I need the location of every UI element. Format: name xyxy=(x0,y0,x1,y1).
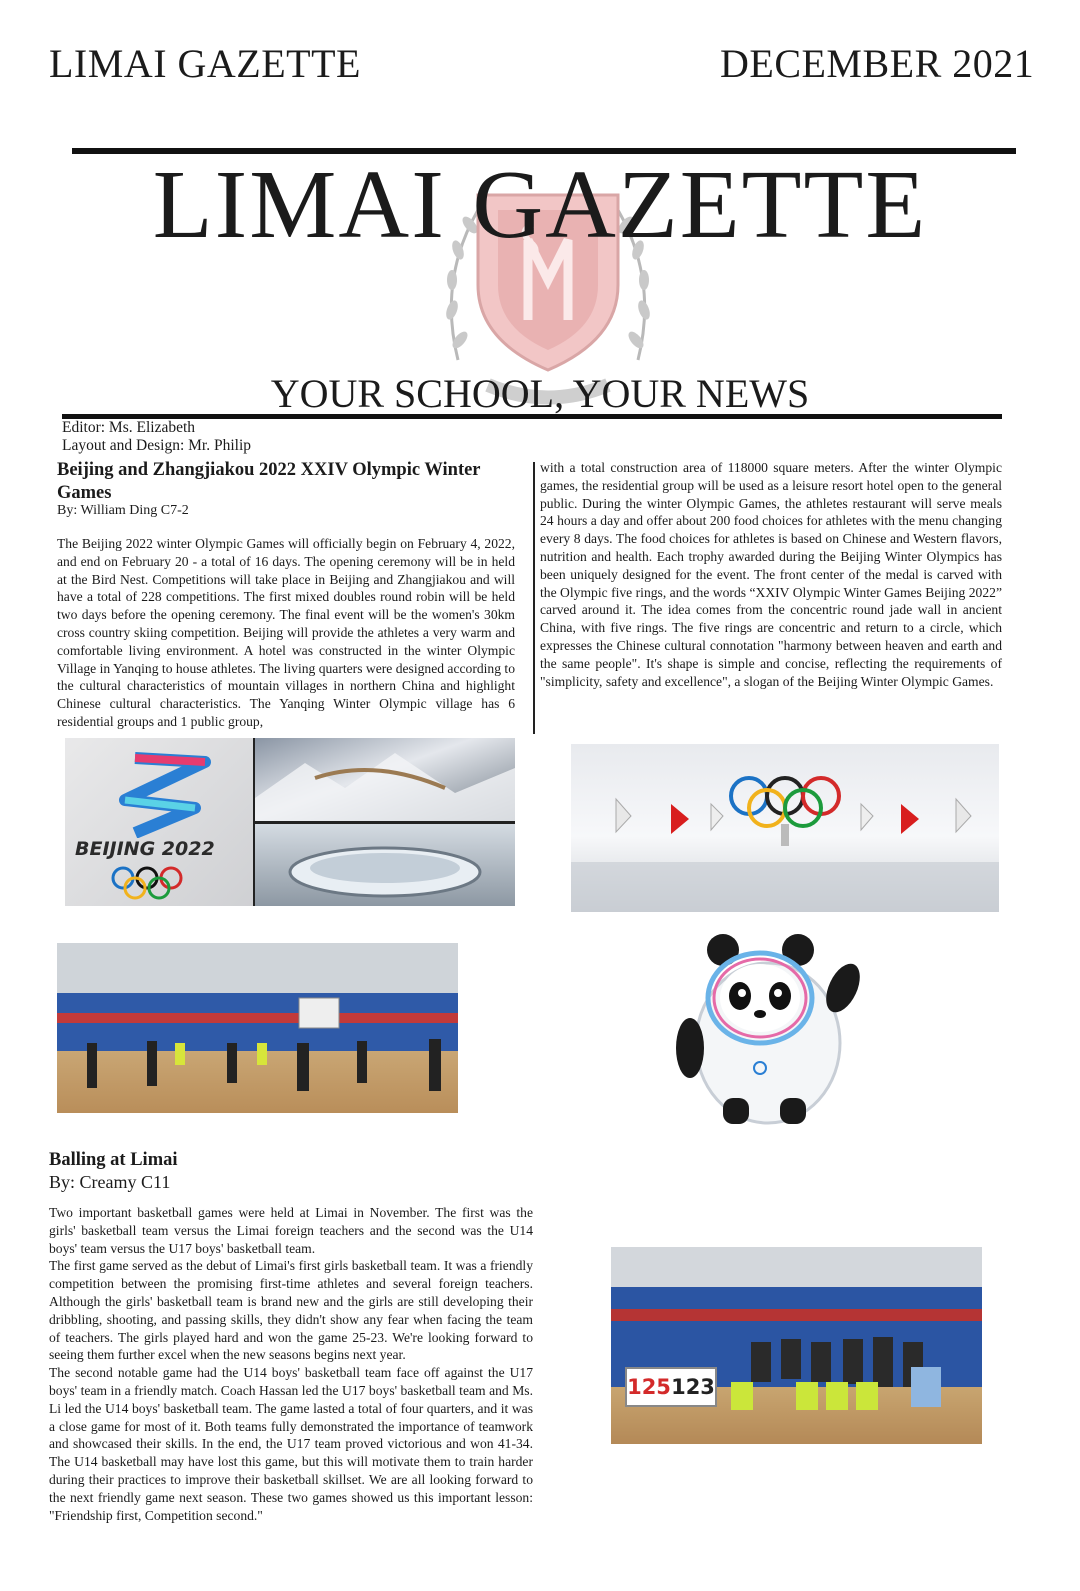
scoreboard-left-score: 125 xyxy=(627,1375,671,1399)
article-2-headline: Balling at Limai xyxy=(49,1150,178,1170)
article-2-byline: By: Creamy C11 xyxy=(49,1172,171,1192)
beijing-2022-collage-photo xyxy=(65,738,515,906)
panda-mascot-image xyxy=(668,928,868,1128)
team-members-graphic xyxy=(611,1247,982,1444)
header-date: DECEMBER 2021 xyxy=(720,41,1035,86)
layout-credit: Layout and Design: Mr. Philip xyxy=(62,437,252,454)
header-title: LIMAI GAZETTE xyxy=(49,41,361,86)
masthead-title: LIMAI GAZETTE xyxy=(152,151,928,259)
article-body-column-1: The Beijing 2022 winter Olympic Games will officially begin on February 4, 2022, and end on February 20 - a total of 16 days. The opening ceremony will be in held at the Bird Nest. Competitions will take place in Beijing and Zhangjiakou and will have a total of 228 competitions. The first mixed doubles round robin will be held two days before the opening ceremony. The final event will be the women's 30km cross country skiing competition. Beijing will provide the athletes a very warm and comfortable living environment. A hotel was constructed in the winter Olympic Village in Yanqing to house athletes. The living quarters were designed according to the cultural characteristics of mountain villages in northern China and highlight Chinese cultural characteristics. The Yanqing Winter Olympic village has 6 residential groups and 1 public group, xyxy=(57,536,515,729)
stadium-graphic xyxy=(255,824,515,906)
olympic-rings-icon xyxy=(105,866,215,900)
article-headline: Beijing and Zhangjiakou 2022 XXIV Olympic Winter Games xyxy=(57,460,481,503)
olympic-rings-stage-icon xyxy=(571,744,999,912)
basketball-gym-photo xyxy=(57,943,458,1113)
olympic-stage-photo xyxy=(571,744,999,912)
beijing-2022-logo-text: BEIJING 2022 xyxy=(75,838,215,860)
masthead-tagline: YOUR SCHOOL, YOUR NEWS xyxy=(270,371,810,416)
speed-skating-oval-photo xyxy=(255,824,515,906)
editor-credit: Editor: Ms. Elizabeth xyxy=(62,419,196,436)
winter-games-emblem-icon xyxy=(95,748,225,838)
scoreboard-right-score: 123 xyxy=(671,1375,715,1399)
article-body-column-2: with a total construction area of 118000 square meters. After the winter Olympic games, the residential group will be used as a leisure resort hotel open to the general public. During the winter Olympic Games, the athletes restaurant will serve meals 24 hours a day and offer about 200 food choices for athletes with the menu changing every 8 days. The food choices for athletes is based on Chinese and Western flavors, nutrition and health. Each trophy awarded during the Beijing Winter Olympics has been uniquely designed for the event. The front center of the medal is carved with the Olympic five rings, and the words “XXIV Olympic Winter Games Beijing 2022” carved around it. The idea comes from the concentric round jade wall in ancient China, with five rings. The five rings are concentric and return to a circle, which expresses the Chinese cultural connotation "harmony between heaven and earth and the same people". It's shape is simple and concise, reflecting the requirements of "simplicity, safety and excellence", a slogan of the Beijing Winter Olympic Games. xyxy=(540,460,1002,689)
column-divider xyxy=(533,462,535,734)
beijing-logo-panel xyxy=(65,738,253,906)
team-photo xyxy=(611,1247,982,1444)
article-byline: By: William Ding C7-2 xyxy=(57,503,189,518)
snowy-mountain-graphic xyxy=(255,738,515,821)
mountain-venue-photo xyxy=(255,738,515,821)
players-graphic xyxy=(57,943,458,1113)
article-2-body: Two important basketball games were held at Limai in November. The first was the girls' basketball team versus the Limai foreign teachers and the second was the U14 boys' team versus the U17 boys' basketball team. The first game served as the debut of Limai's first girls basketball team. It was a friendly competition between the promising first-time athletes and several foreign teachers. Although the girls' basketball team is brand new and the girls are still developing their dribbling, shooting, and passing skills, they didn't show any fear when facing the team of teachers. The girls played hard and won the game 25-23. We're looking forward to seeing them further excel when the new seasons begins next year. The second notable game had the U14 boys' basketball team face off against the U17 boys' team in a friendly match. Coach Hassan led the U17 boys' basketball team and Ms. Li led the U14 boys' basketball team. The game lasted a total of four quarters, and it was a close game for most of it. Both teams fully demonstrated the importance of teamwork and showcased their skills. In the end, the U17 team proved victorious and won 41-34. The U14 basketball may have lost this game, but this will motivate them to train harder during their practices to improve their basketball skillset. We are all looking forward to the next friendly game next season. These two games showed us this important lesson: "Friendship first, Competition second." xyxy=(49,1205,533,1523)
